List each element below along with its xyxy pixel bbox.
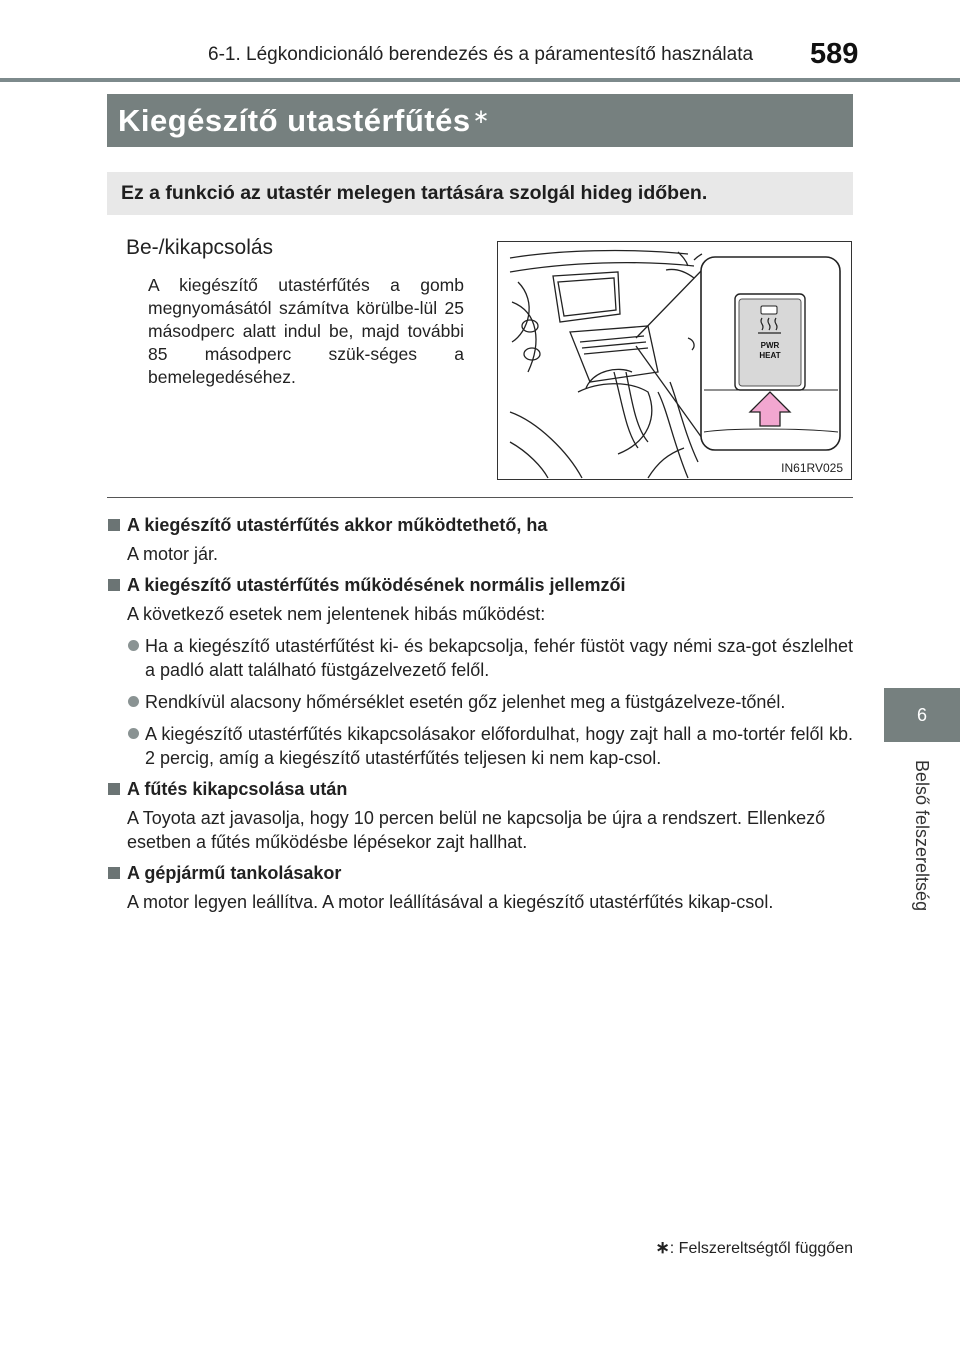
header-title: 6-1. Légkondicionáló berendezés és a páramentesítő használata — [208, 44, 754, 65]
intro-text: Ez a funkció az utastér melegen tartására szolgál hideg időben. — [121, 182, 708, 204]
button-label-pwr: PWR — [760, 341, 780, 350]
intro-box — [107, 172, 853, 215]
list-item: Rendkívül alacsony hőmérséklet esetén gőz jelenhet meg a füstgázelveze-tőnél. — [107, 690, 853, 714]
section-divider — [107, 497, 853, 498]
round-bullet-icon — [128, 728, 139, 739]
note-text-normal: A következő esetek nem jelentenek hibás működést: — [127, 604, 546, 624]
section-title: Kiegészítő utastérfűtés — [118, 102, 471, 138]
chapter-number: 6 — [916, 704, 927, 725]
note-heading-normal: A kiegészítő utastérfűtés működésének normális jellemzői — [107, 574, 853, 596]
onoff-paragraph: A kiegészítő utastérfűtés a gomb megnyomásától számítva körülbe-lül 25 másodperc alatt indul be, majd további 85 másodperc szük-séges a bemelegedéséhez. — [148, 275, 464, 387]
round-bullet-icon — [128, 696, 139, 707]
note-text-after-heating: A Toyota azt javasolja, hogy 10 percen belül ne kapcsolja be újra a rendszert. Ellenkező esetben a fűtés működésbe lépésekor zajt hallhat. — [127, 808, 826, 852]
list-item: Ha a kiegészítő utastérfűtést ki- és bekapcsolja, fehér füstöt vagy némi sza-got észlelhet a padló alatt található füstgázelvezető felől. — [107, 634, 853, 682]
chapter-tab — [884, 688, 960, 742]
dashboard-illustration — [497, 241, 852, 480]
note-heading-operable: A kiegészítő utastérfűtés akkor működtethető, ha — [107, 514, 853, 536]
footnote-text: : Felszereltségtől függően — [669, 1240, 853, 1257]
square-bullet-icon — [108, 783, 120, 795]
note-text-refueling: A motor legyen leállítva. A motor leállításával a kiegészítő utastérfűtés kikap-csol. — [127, 892, 774, 912]
header-rule — [0, 78, 960, 82]
page-number: 589 — [810, 38, 859, 70]
notes-section — [107, 508, 853, 914]
footnote — [656, 1238, 853, 1258]
section-title-banner — [107, 94, 853, 147]
square-bullet-icon — [108, 519, 120, 531]
figure-code: IN61RV025 — [781, 461, 843, 475]
round-bullet-icon — [128, 640, 139, 651]
note-text-operable: A motor jár. — [127, 544, 219, 564]
chapter-label: Belső felszereltség — [912, 760, 932, 912]
square-bullet-icon — [108, 867, 120, 879]
footnote-mark: ∗ — [655, 1238, 670, 1257]
list-item: A kiegészítő utastérfűtés kikapcsolásakor előfordulhat, hogy zajt hall a mo-tortér felől kb. 2 percig, amíg a kiegészítő utastérfűtés teljesen ki nem kap-csol. — [107, 722, 853, 770]
square-bullet-icon — [108, 579, 120, 591]
note-heading-refueling: A gépjármű tankolásakor — [107, 862, 853, 884]
optional-equipment-mark: ∗ — [472, 106, 490, 128]
button-label-heat: HEAT — [759, 351, 781, 360]
dashboard-line-drawing — [498, 242, 851, 479]
onoff-heading: Be-/kikapcsolás — [126, 236, 274, 259]
note-heading-after-heating: A fűtés kikapcsolása után — [107, 778, 853, 800]
